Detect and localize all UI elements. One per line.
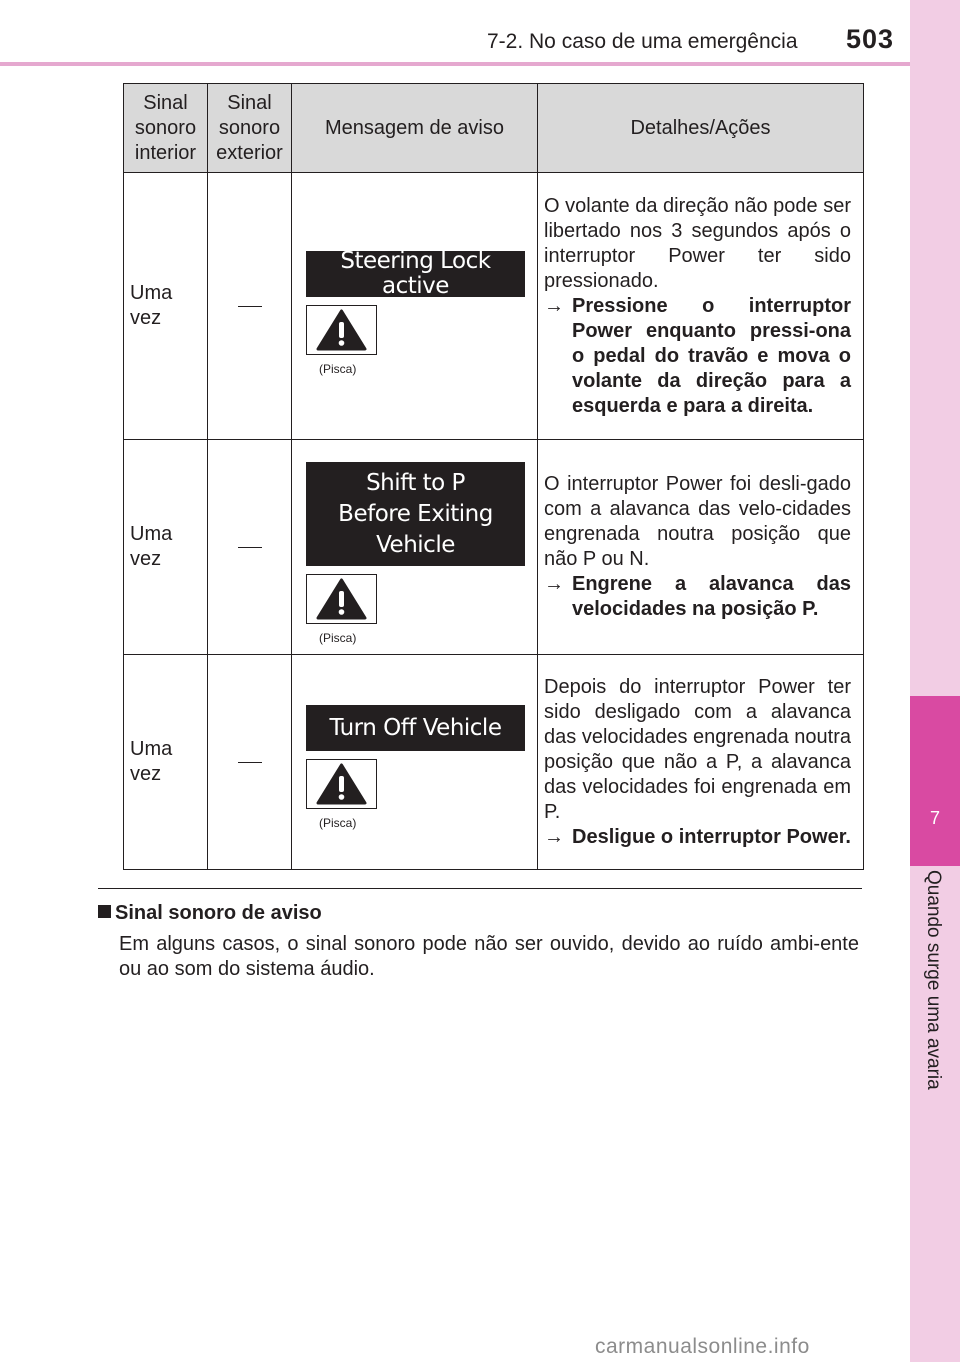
header-interior-buzzer: Sinal sonoro interior bbox=[124, 84, 208, 173]
watermark: carmanualsonline.info bbox=[595, 1335, 810, 1358]
details-cell bbox=[538, 173, 864, 440]
details-cell bbox=[538, 655, 864, 870]
warning-triangle-icon bbox=[306, 574, 377, 624]
table-header-row bbox=[124, 84, 864, 173]
section-title: 7-2. No caso de uma emergência bbox=[487, 30, 798, 53]
warning-message-display bbox=[306, 705, 525, 751]
exterior-buzzer-none bbox=[238, 762, 262, 763]
arrow-icon: → bbox=[544, 573, 564, 595]
page-header bbox=[0, 0, 910, 70]
action-text: Desligue o interruptor Power. bbox=[572, 825, 851, 848]
message-line: Shift to P bbox=[366, 469, 465, 496]
warning-message-cell bbox=[292, 655, 538, 870]
action-item bbox=[544, 572, 851, 622]
exterior-buzzer-none bbox=[238, 306, 262, 307]
side-tab-strip bbox=[910, 0, 960, 1362]
details-cell bbox=[538, 440, 864, 655]
message-line: Turn Off Vehicle bbox=[329, 714, 502, 741]
warning-triangle-icon bbox=[306, 759, 377, 809]
action-item bbox=[544, 294, 851, 419]
warning-message-display bbox=[306, 462, 525, 566]
note-body: Em alguns casos, o sinal sonoro pode não ser ouvido, devido ao ruído ambi-ente ou ao som do sistema áudio. bbox=[119, 933, 859, 980]
flash-label: (Pisca) bbox=[319, 816, 357, 830]
exterior-buzzer-cell bbox=[208, 440, 292, 655]
header-details-actions: Detalhes/Ações bbox=[538, 84, 864, 173]
message-line: Steering Lock active bbox=[340, 248, 491, 299]
note-divider bbox=[98, 888, 862, 889]
warning-message-display bbox=[306, 248, 525, 299]
table-row bbox=[124, 173, 864, 440]
note-heading bbox=[98, 902, 322, 925]
table-row bbox=[124, 655, 864, 870]
detail-text: O volante da direção não pode ser libertado nos 3 segundos após o interruptor Power ter sido pressionado. bbox=[544, 194, 851, 292]
warning-message-cell bbox=[292, 440, 538, 655]
exterior-buzzer-cell bbox=[208, 655, 292, 870]
arrow-icon: → bbox=[544, 294, 564, 317]
arrow-icon: → bbox=[544, 825, 564, 848]
exterior-buzzer-cell bbox=[208, 173, 292, 440]
action-text: Pressione o interruptor Power enquanto pressi-ona o pedal do travão e mova o volante da direção para a esquerda e para a direita. bbox=[572, 294, 851, 417]
detail-text: Depois do interruptor Power ter sido desligado com a alavanca das velocidades engrenada noutra posição que não a P, a alavanca das velocidades foi engrenada em P. bbox=[544, 675, 851, 823]
note-heading-text: Sinal sonoro de aviso bbox=[115, 902, 322, 924]
table-row bbox=[124, 440, 864, 655]
header-exterior-buzzer: Sinal sonoro exterior bbox=[208, 84, 292, 173]
header-divider bbox=[0, 62, 910, 66]
header-warning-message: Mensagem de aviso bbox=[292, 84, 538, 173]
square-bullet-icon bbox=[98, 905, 111, 918]
exterior-buzzer-none bbox=[238, 547, 262, 548]
interior-buzzer-value: Uma vez bbox=[130, 738, 173, 785]
message-line: Vehicle bbox=[376, 531, 455, 558]
interior-buzzer-cell bbox=[124, 440, 208, 655]
interior-buzzer-cell bbox=[124, 655, 208, 870]
message-line: Before Exiting bbox=[338, 500, 493, 527]
chapter-label: Quando surge uma avaria bbox=[923, 870, 944, 1090]
action-text: Engrene a alavanca das velocidades na posição P. bbox=[572, 573, 851, 620]
flash-label: (Pisca) bbox=[319, 362, 357, 376]
chapter-tab bbox=[910, 696, 960, 866]
warning-triangle-icon bbox=[306, 305, 377, 355]
flash-label: (Pisca) bbox=[319, 631, 357, 645]
detail-text: O interruptor Power foi desli-gado com a alavanca das velo-cidades engrenada noutra posição que não P ou N. bbox=[544, 473, 851, 570]
interior-buzzer-value: Uma vez bbox=[130, 523, 173, 570]
interior-buzzer-value: Uma vez bbox=[130, 282, 173, 329]
warning-table bbox=[123, 83, 864, 870]
page-number: 503 bbox=[846, 24, 895, 54]
warning-message-cell bbox=[292, 173, 538, 440]
chapter-number: 7 bbox=[929, 808, 940, 828]
action-item bbox=[544, 825, 851, 850]
interior-buzzer-cell bbox=[124, 173, 208, 440]
